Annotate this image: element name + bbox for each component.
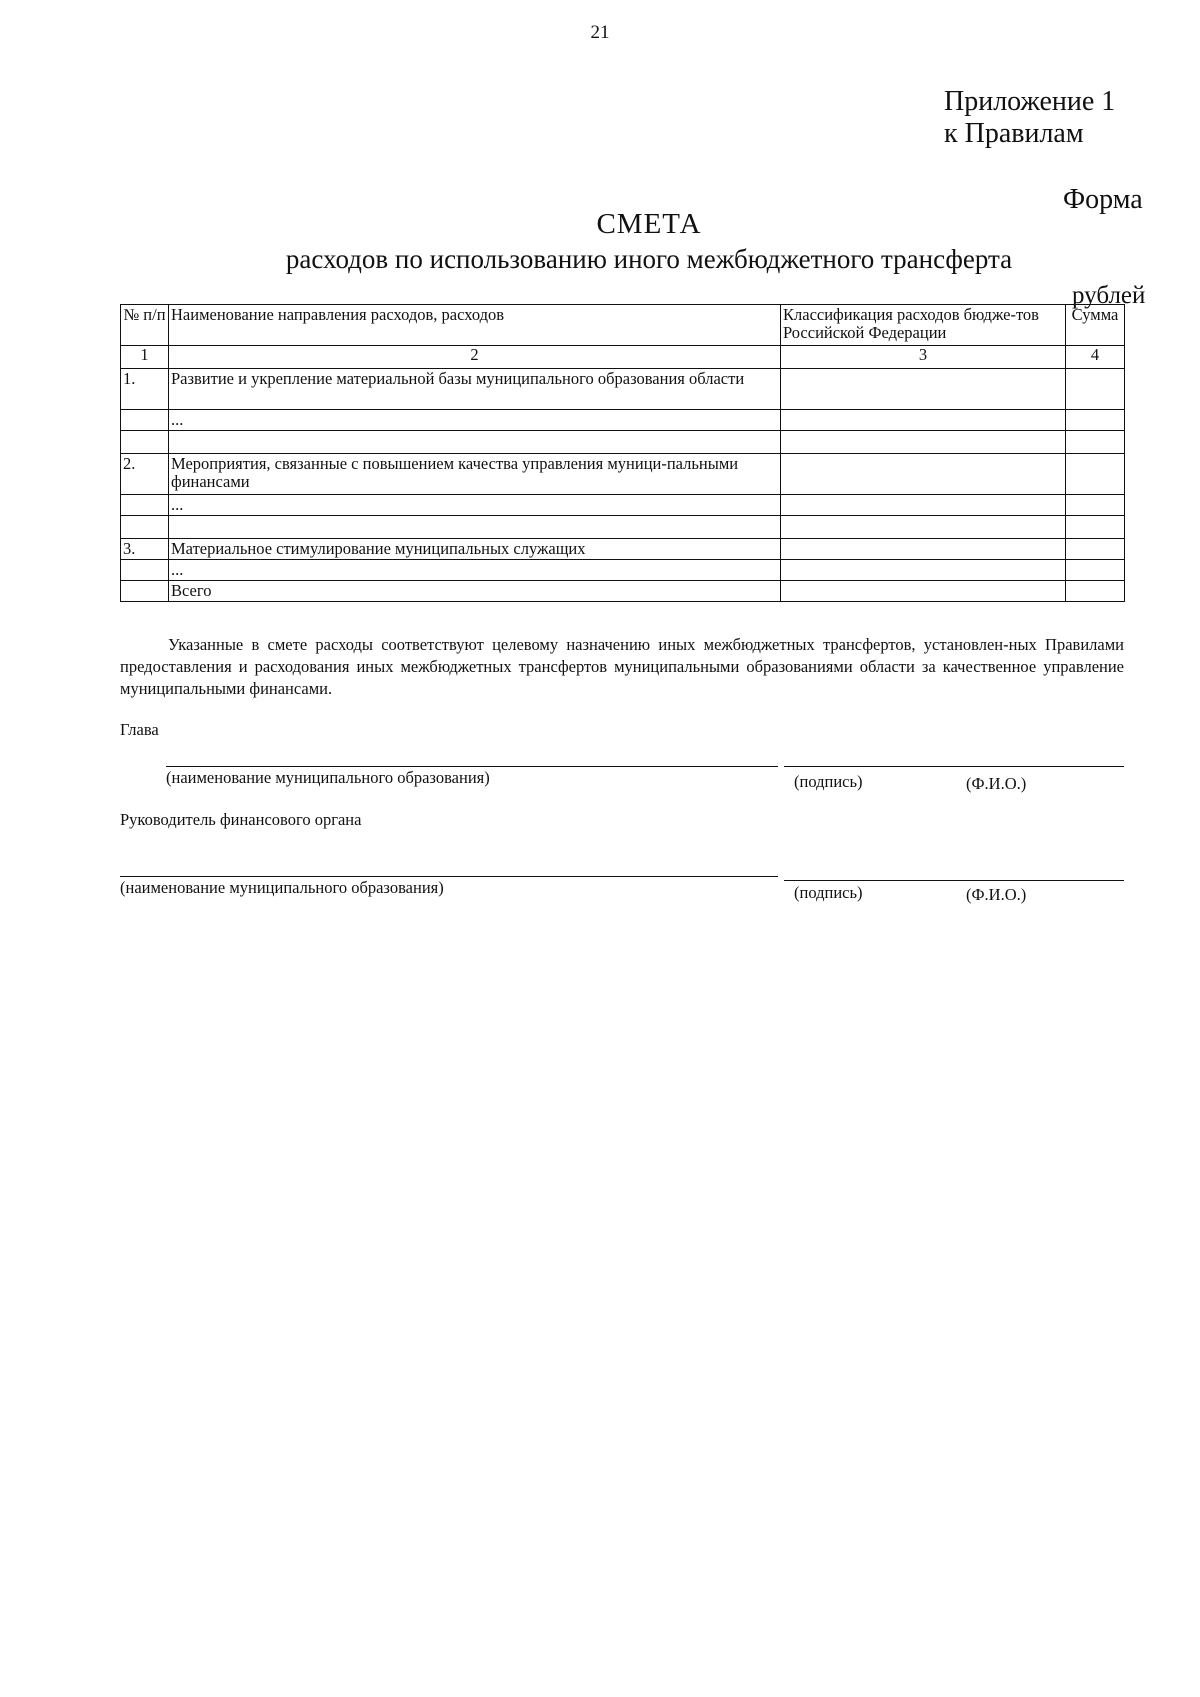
table-row <box>121 539 1125 560</box>
column-number: 4 <box>1066 346 1125 369</box>
header-classification: Классификация расходов бюдже-тов Российской Федерации <box>781 305 1066 346</box>
table-row <box>121 431 1125 454</box>
document-title: СМЕТА <box>596 208 702 240</box>
row-classification <box>781 539 1066 560</box>
form-label: Форма <box>1063 184 1143 215</box>
table-row <box>121 516 1125 539</box>
row-name: ... <box>169 410 781 431</box>
row-num: 2. <box>121 454 169 495</box>
table-row <box>121 495 1125 516</box>
row-sum <box>1066 369 1125 410</box>
head-org-caption: (наименование муниципального образования) <box>166 768 490 787</box>
head-fio-caption: (Ф.И.О.) <box>966 774 1027 793</box>
head-sign-line <box>784 766 1124 767</box>
row-name: Материальное стимулирование муниципальных служащих <box>169 539 781 560</box>
total-label: Всего <box>169 581 781 602</box>
row-num: 1. <box>121 369 169 410</box>
finance-org-line <box>120 876 778 877</box>
finance-sign-line <box>784 880 1124 881</box>
total-row <box>121 581 1125 602</box>
row-classification <box>781 454 1066 495</box>
estimate-table <box>120 304 1124 602</box>
column-number-row <box>121 346 1125 369</box>
finance-fio-caption: (Ф.И.О.) <box>966 885 1027 904</box>
currency-label: рублей <box>1072 282 1146 309</box>
finance-sign-caption: (подпись) <box>794 883 863 902</box>
column-number: 2 <box>169 346 781 369</box>
row-name: ... <box>169 495 781 516</box>
table-row <box>121 369 1125 410</box>
appendix-reference <box>944 86 1115 150</box>
row-name: Развитие и укрепление материальной базы муниципального образования области <box>169 369 781 410</box>
head-signature-label: Глава <box>120 720 159 739</box>
row-name: ... <box>169 560 781 581</box>
row-sum <box>1066 539 1125 560</box>
head-org-line <box>166 766 778 767</box>
header-num: № п/п <box>121 305 169 346</box>
finance-signature-label: Руководитель финансового органа <box>120 810 362 829</box>
finance-org-caption: (наименование муниципального образования) <box>120 878 444 897</box>
row-num: 3. <box>121 539 169 560</box>
head-sign-caption: (подпись) <box>794 772 863 791</box>
row-sum <box>1066 454 1125 495</box>
page-number: 21 <box>590 22 610 43</box>
table-row <box>121 410 1125 431</box>
header-sum: Сумма <box>1066 305 1125 346</box>
row-classification <box>781 369 1066 410</box>
row-name: Мероприятия, связанные с повышением качества управления муници-пальными финансами <box>169 454 781 495</box>
table-row <box>121 454 1125 495</box>
column-number: 1 <box>121 346 169 369</box>
table-row <box>121 560 1125 581</box>
appendix-line1: Приложение 1 <box>944 86 1116 117</box>
header-name: Наименование направления расходов, расходов <box>169 305 781 346</box>
appendix-line2: к Правилам <box>944 118 1084 149</box>
table-header-row <box>121 305 1125 346</box>
document-subtitle: расходов по использованию иного межбюджетного трансферта <box>285 244 1013 274</box>
note-paragraph: Указанные в смете расходы соответствуют целевому назначению иных межбюджетных трансфертов, установлен-ных Правилами предоставления и расходования иных межбюджетных трансфертов муниципальными образованиями области за качественное управление муниципальными финансами. <box>120 635 1124 698</box>
column-number: 3 <box>781 346 1066 369</box>
